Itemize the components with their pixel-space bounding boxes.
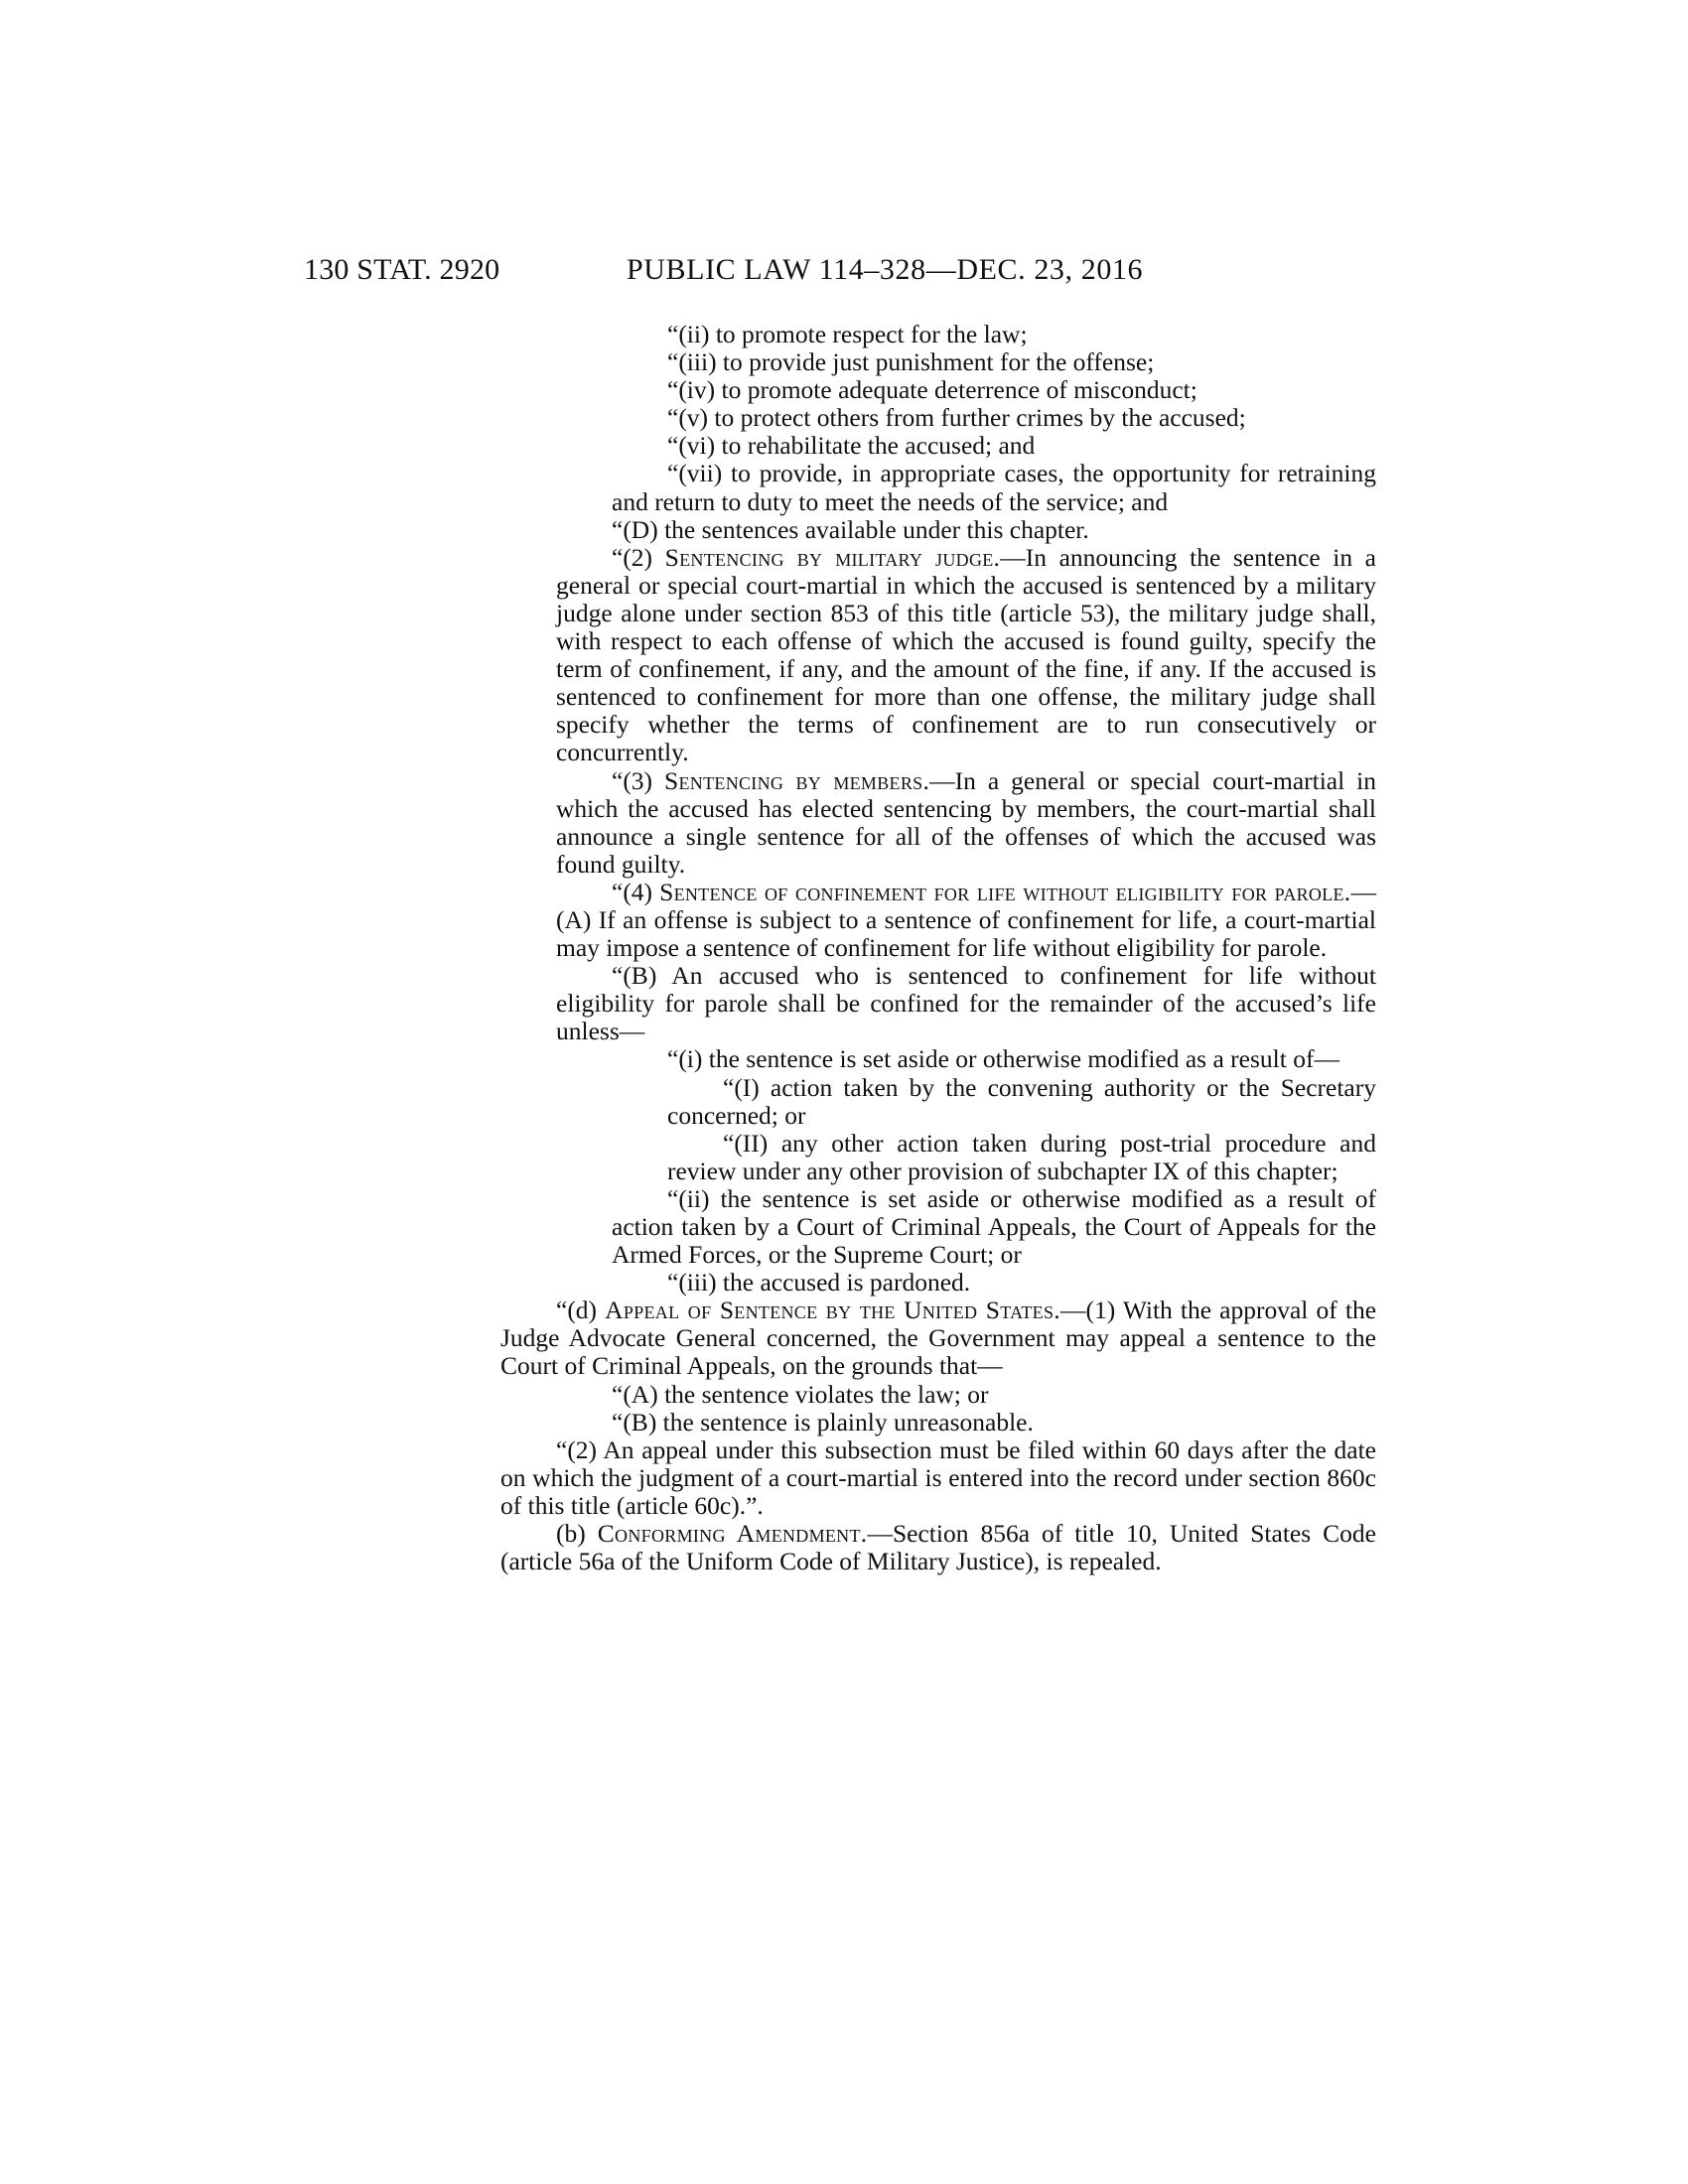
paragraph-text: “(i) the sentence is set aside or otherwise modified as a result of— bbox=[667, 1044, 1339, 1074]
paragraph-heading: Appeal of Sentence by the United States. bbox=[605, 1296, 1060, 1325]
paragraph-number: (b) bbox=[556, 1519, 598, 1549]
paragraph-text: “(iv) to promote adequate deterrence of misconduct; bbox=[667, 375, 1197, 405]
paragraph-heading: Sentencing by military judge. bbox=[664, 542, 1001, 572]
paragraph-text: —In announcing the sentence in a general or special court-martial in which the accused is sentenced by a military judge alone under section 853 of this title (article 53), the military judge shall, with respect to each offense of which the accused is found guilty, specify the term of confinement, if any, and the amount of the fine, if any. If the accused is sentenced to confinement for more than one offense, the military judge shall specify whether the terms of confinement are to run consecutively or concurrently. bbox=[556, 542, 1376, 767]
paragraph-heading: Conforming Amendment. bbox=[597, 1519, 868, 1549]
paragraph bbox=[500, 767, 1376, 879]
paragraph-text: —(A) If an offense is subject to a sentence of confinement for life, a court-martial may impose a sentence of confinement for life without eligibility for parole. bbox=[556, 877, 1376, 963]
paragraph bbox=[500, 321, 1376, 348]
body-text bbox=[500, 321, 1376, 1575]
paragraph-text: “(vi) to rehabilitate the accused; and bbox=[667, 431, 1036, 461]
paragraph bbox=[500, 1436, 1376, 1520]
paragraph bbox=[500, 1185, 1376, 1269]
paragraph-text: “(2) An appeal under this subsection must be filed within 60 days after the date on which the judgment of a court-martial is entered into the record under section 860c of this title (article 60c).”. bbox=[500, 1434, 1376, 1520]
paragraph-text: “(I) action taken by the convening authority or the Secretary concerned; or bbox=[667, 1072, 1376, 1130]
paragraph-number: “(4) bbox=[612, 877, 660, 906]
paragraph-heading: Sentencing by members. bbox=[664, 765, 930, 795]
paragraph bbox=[500, 1045, 1376, 1073]
paragraph-text: —Section 856a of title 10, United States Code (article 56a of the Uniform Code of Military Justice), is repealed. bbox=[500, 1519, 1376, 1576]
paragraph bbox=[500, 404, 1376, 432]
paragraph-number: “(3) bbox=[612, 765, 665, 795]
paragraph-number: “(d) bbox=[556, 1296, 606, 1325]
paragraph bbox=[500, 376, 1376, 404]
paragraph bbox=[500, 962, 1376, 1045]
paragraph bbox=[500, 1269, 1376, 1297]
paragraph-text: “(A) the sentence violates the law; or bbox=[612, 1379, 989, 1409]
paragraph-text: —(1) With the approval of the Judge Advocate General concerned, the Government may appeal a sentence to the Court of Criminal Appeals, on the grounds that— bbox=[500, 1296, 1377, 1381]
paragraph bbox=[500, 348, 1376, 376]
paragraph bbox=[500, 460, 1376, 515]
paragraph bbox=[500, 1074, 1376, 1130]
paragraph bbox=[500, 544, 1376, 767]
paragraph-text: “(D) the sentences available under this chapter. bbox=[612, 514, 1089, 544]
paragraph-text: “(ii) the sentence is set aside or otherwise modified as a result of action taken by a Court of Criminal Appeals, the Court of Appeals for the Armed Forces, or the Supreme Court; or bbox=[612, 1183, 1376, 1270]
paragraph-text: “(iii) the accused is pardoned. bbox=[667, 1268, 971, 1297]
stat-citation: 130 STAT. 2920 bbox=[304, 253, 500, 286]
paragraph bbox=[500, 516, 1376, 544]
paragraph bbox=[500, 1130, 1376, 1185]
paragraph-heading: Sentence of confinement for life without eligibility for parole. bbox=[659, 877, 1351, 906]
paragraph-text: “(iii) to provide just punishment for the offense; bbox=[667, 347, 1155, 377]
paragraph bbox=[500, 1381, 1376, 1409]
paragraph bbox=[500, 1520, 1376, 1575]
paragraph-text: “(v) to protect others from further crimes by the accused; bbox=[667, 403, 1246, 433]
paragraph-text: —In a general or special court-martial in which the accused has elected sentencing by members, the court-martial shall announce a single sentence for all of the offenses of which the accused was found guilty. bbox=[556, 765, 1376, 879]
paragraph-text: “(II) any other action taken during post-trial procedure and review under any other provision of subchapter IX of this chapter; bbox=[667, 1128, 1376, 1185]
paragraph-text: “(vii) to provide, in appropriate cases, the opportunity for retraining and return to duty to meet the needs of the service; and bbox=[612, 459, 1376, 516]
paragraph bbox=[500, 879, 1376, 962]
paragraph-number: “(2) bbox=[612, 542, 665, 572]
page-header bbox=[304, 250, 1297, 290]
paragraph bbox=[500, 1297, 1376, 1380]
paragraph bbox=[500, 1409, 1376, 1436]
paragraph-text: “(B) An accused who is sentenced to confinement for life without eligibility for parole shall be confined for the remainder of the accused’s life unless— bbox=[556, 961, 1376, 1046]
law-title: PUBLIC LAW 114–328—DEC. 23, 2016 bbox=[627, 253, 1144, 286]
paragraph bbox=[500, 432, 1376, 460]
paragraph-text: “(ii) to promote respect for the law; bbox=[667, 320, 1028, 348]
paragraph-text: “(B) the sentence is plainly unreasonable. bbox=[612, 1407, 1034, 1436]
